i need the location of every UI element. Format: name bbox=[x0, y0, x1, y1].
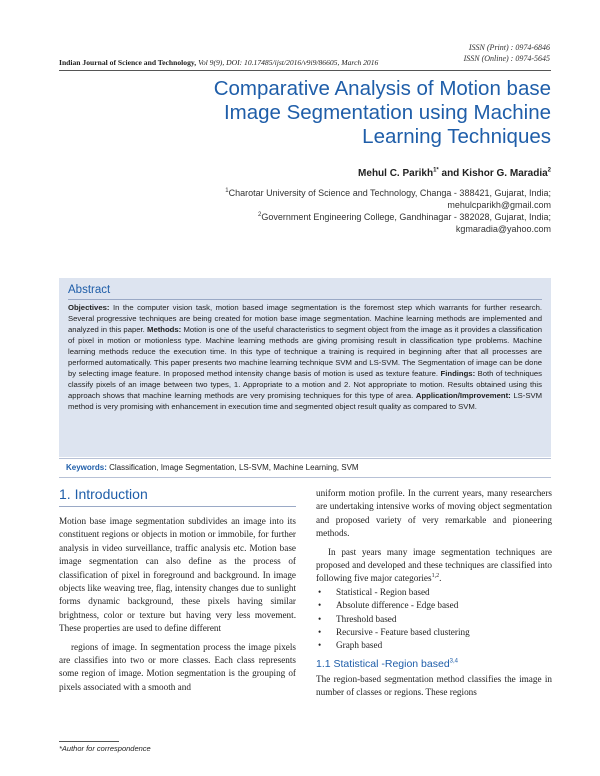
abstract-divider bbox=[68, 299, 542, 300]
issn-print: ISSN (Print) : 0974-6846 bbox=[468, 43, 550, 52]
right-column bbox=[316, 487, 552, 653]
introduction-divider bbox=[59, 506, 296, 507]
journal-details: Vol 9(9), DOI: 10.17485/ijst/2016/v9i9/86605, March 2016 bbox=[198, 58, 379, 67]
keywords-label: Keywords: bbox=[66, 463, 107, 472]
affiliation-1 bbox=[131, 187, 551, 211]
objectives-text: In the computer vision task, motion based image segmentation is the foremost step which warrants for further research. Several progressive techniques are being created for motion base image segmentation. Machine learning methods are implemented and analyzed in this paper. bbox=[68, 303, 542, 334]
intro-paragraph-2: regions of image. In segmentation process the image pixels are classifies into two or more classes. Each class represents some region of image. Motion segmentation is the grouping of pixels associated with a smooth and bbox=[59, 641, 296, 692]
findings-label: Findings: bbox=[440, 369, 476, 378]
introduction-heading: 1. Introduction bbox=[59, 486, 148, 502]
author-2-mark: 2 bbox=[547, 167, 551, 174]
affiliation-2-email[interactable]: kgmaradia@yahoo.com bbox=[455, 224, 551, 234]
keywords-bottom-divider bbox=[59, 477, 551, 478]
affiliation-1-mark: 1 bbox=[225, 188, 229, 194]
subsection-heading-ref: 3,4 bbox=[449, 658, 459, 665]
subsection-heading-text: 1.1 Statistical -Region based bbox=[316, 658, 450, 670]
methods-text: Motion is one of the useful characteristics to segment object from the image as it provides a classification of pixel in motion or motionless type. Machine learning methods are giving promising result in classification type problems. Machine learning methods reduce the execution time. In this type of technique a training is required in beginning after that all processes are performed automatically. This paper presents two machine learning technique SVM and LS-SVM. The Segmentation of image can be done by selecting image feature. In proposed method intensity change basis of motion is used as texture feature. bbox=[68, 325, 542, 378]
correspondence-footnote: *Author for correspondence bbox=[59, 744, 151, 753]
findings-text: Both of techniques classify pixels of an image between two types, 1. Appropriate to a motion and 2. Not appropriate to motion. Results obtained using this approach shows that machine learning methods are very promising techniques for this type of area. bbox=[68, 369, 542, 400]
subsection-heading bbox=[316, 658, 458, 670]
title-line-1: Comparative Analysis of Motion base bbox=[213, 77, 551, 100]
affiliation-2-mark: 2 bbox=[257, 212, 262, 218]
intro-paragraph-3: uniform motion profile. In the current years, many researchers are undertaking intensive works of moving object segmentation and proposed variety of very remarkable and pioneering methods. bbox=[316, 488, 552, 539]
intro-paragraph-1: Motion base image segmentation subdivides an image into its constituent regions or objects in motion or immobile, for further analysis in video surveillance, traffic analysis etc. Motion base image segmentation can also define as the process of classification of pixel in foreground and background. In image objects like weaving tree, flag, intensity changes due to sunlight forms dynamic background, these pixels having similar brightness, color or texture but having very less movement. These properties are used to define different bbox=[59, 516, 296, 634]
abstract-heading: Abstract bbox=[68, 284, 111, 296]
intro-paragraph-4-text: In past years many image segmentation techniques are proposed and developed and these techniques are classified into following five major categories bbox=[316, 546, 552, 584]
affiliation-2-address: Government Engineering College, Gandhinagar - 382028, Gujarat, India; bbox=[261, 212, 551, 222]
footnote-divider bbox=[59, 741, 119, 742]
author-1: Mehul C. Parikh bbox=[358, 168, 434, 179]
intro-paragraph-4-end: . bbox=[439, 573, 442, 584]
methods-label: Methods: bbox=[147, 325, 182, 334]
author-list bbox=[358, 168, 551, 179]
author-1-mark: 1* bbox=[433, 167, 439, 174]
list-item: • Recursive - Feature based clustering bbox=[316, 626, 552, 639]
journal-name: Indian Journal of Science and Technology, bbox=[59, 58, 197, 67]
author-2: Kishor G. Maradia bbox=[462, 168, 548, 179]
keywords-text: Classification, Image Segmentation, LS-SVM, Machine Learning, SVM bbox=[106, 463, 359, 472]
list-item: • Graph based bbox=[316, 639, 552, 652]
paper-title bbox=[131, 77, 551, 149]
list-item: • Absolute difference - Edge based bbox=[316, 599, 552, 612]
list-item: • Statistical - Region based bbox=[316, 586, 552, 599]
author-connector: and bbox=[438, 168, 463, 179]
list-item: • Threshold based bbox=[316, 613, 552, 626]
application-label: Application/Improvement: bbox=[415, 391, 511, 400]
affiliation-2 bbox=[131, 211, 551, 235]
application-text: LS-SVM method is very promising with enhancement in execution time and segmented object result quality as compared to SVM. bbox=[68, 391, 542, 411]
keywords-top-divider bbox=[59, 458, 551, 459]
title-line-3: Learning Techniques bbox=[362, 125, 551, 148]
title-line-2: Image Segmentation using Machine bbox=[223, 101, 551, 124]
keywords-line bbox=[66, 463, 359, 472]
journal-citation bbox=[59, 58, 378, 67]
affiliation-1-address: Charotar University of Science and Technology, Changa - 388421, Gujarat, India; bbox=[228, 188, 551, 198]
intro-paragraph-4-ref: 1,2 bbox=[431, 573, 440, 580]
objectives-label: Objectives: bbox=[68, 303, 110, 312]
abstract-text bbox=[68, 302, 542, 412]
affiliation-1-email[interactable]: mehulcparikh@gmail.com bbox=[447, 200, 551, 210]
subsection-paragraph: The region-based segmentation method classifies the image in number of classes or regions. These regions bbox=[316, 674, 552, 698]
issn-online: ISSN (Online) : 0974-5645 bbox=[463, 54, 550, 63]
header-divider bbox=[59, 70, 551, 71]
left-column bbox=[59, 515, 296, 694]
intro-paragraph-4 bbox=[316, 546, 552, 586]
category-list bbox=[316, 586, 552, 653]
